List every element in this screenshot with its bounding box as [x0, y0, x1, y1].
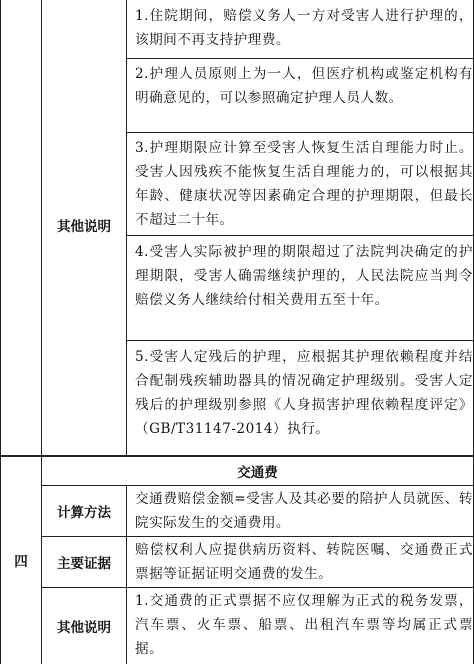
row-text: 交通费赔偿金额=受害人及其必要的陪护人员就医、转院实际发生的交通费用。 [135, 491, 473, 531]
note-item-text: 4.受害人实际被护理的期限超过了法院判决确定的护理期限，受害人确需继续护理的，人民法院应当判令赔偿义务人继续给付相关费用五至十年。 [135, 244, 473, 308]
row-label-text: 其他说明 [57, 620, 111, 636]
note-item-1 [127, 4, 473, 58]
row-divider [126, 235, 474, 236]
note-item-text: 3.护理期限应计算至受害人恢复生活自理能力时止。受害人因残疾不能恢复生活自理能力的，可以根据其年龄、健康状况等因素确定合理的护理期限，但最长不超过二十年。 [135, 140, 473, 228]
note-item-text: 5.受害人定残后的护理，应根据其护理依赖程度并结合配制残疾辅助器具的情况确定护理级别。受害人定残后的护理级别参照《人身损害护理依赖程度评定》（GB/T31147-2014）执行。 [135, 349, 473, 437]
note-item-4 [127, 240, 473, 340]
row-label-other-notes [42, 190, 126, 260]
note-item-3 [127, 136, 473, 235]
row-text-main-evidence [127, 538, 473, 587]
row-text-other-notes-2 [127, 589, 473, 664]
row-label-text: 主要证据 [57, 556, 111, 572]
row-text: 1.交通费的正式票据不应仅理解为正式的税务发票，汽车票、火车票、船票、出租汽车票等均属正式票据。 [135, 593, 473, 657]
note-item-5 [127, 345, 473, 455]
row-label-calc-method [42, 486, 126, 536]
note-item-2 [127, 62, 473, 132]
row-text-calc-method [127, 487, 473, 536]
row-text: 赔偿权利人应提供病历资料、转院医嘱、交通费正式票据等证据证明交通费的发生。 [135, 542, 473, 582]
row-label-main-evidence [42, 537, 126, 587]
note-item-text: 2.护理人员原则上为一人，但医疗机构或鉴定机构有明确意见的，可以参照确定护理人员人数。 [135, 66, 473, 106]
row-label-text: 计算方法 [57, 505, 111, 521]
note-item-text: 1.住院期间，赔偿义务人一方对受害人进行护理的，该期间不再支持护理费。 [135, 8, 473, 48]
section-title-text: 交通费 [237, 465, 278, 481]
row-label-text: 其他说明 [57, 219, 111, 235]
row-label-other-notes-2 [42, 588, 126, 664]
row-divider [126, 132, 474, 133]
section-number [1, 540, 41, 580]
section-number-text: 四 [14, 554, 28, 570]
section-title [42, 457, 473, 485]
row-divider [126, 340, 474, 341]
row-divider [126, 58, 474, 59]
